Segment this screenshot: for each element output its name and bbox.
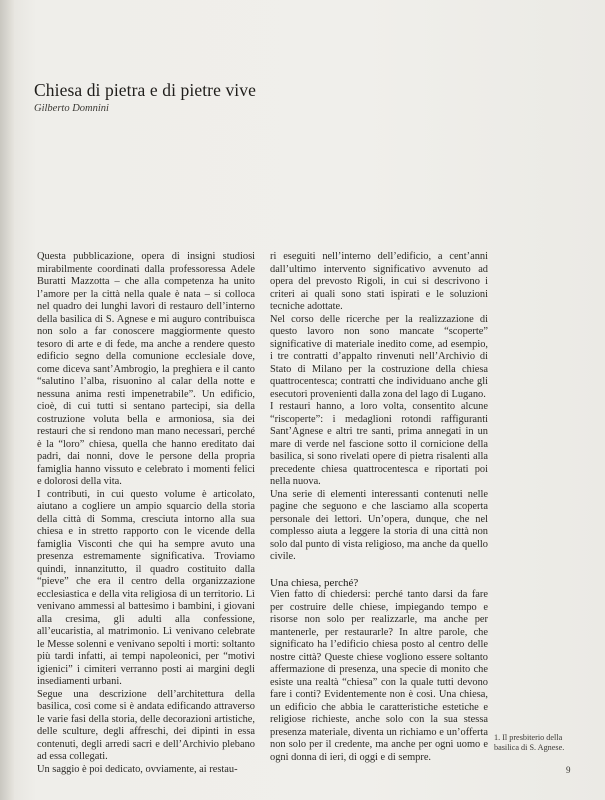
section-subheading: Una chiesa, perché? [270, 576, 359, 589]
paragraph: Un saggio è poi dedicato, ovviamente, ai restau- [37, 763, 238, 775]
figure-caption: 1. Il presbiterio della basilica di S. Agnese. [494, 733, 565, 752]
paragraph: ri eseguiti nell’interno dell’edificio, a cent’anni dall’ultimo intervento significativo avvenuto ad opera del prevosto Rigoli, in cui si descrivono i criteri ai quali sono stati ispirati e le soluzioni tecniche adottate. [270, 251, 488, 312]
paragraph: I restauri hanno, a loro volta, consentito alcune “riscoperte”: i medaglioni rotondi raffiguranti Sant’Agnese e altri tre santi, prima annegati in un mare di verde nel fascione sotto il cornicione della basilica, si sono rivelati opere di pietra risalenti alla precedente chiesa quattrocentesca e riportati poi nella nuova. [270, 401, 488, 487]
text-column-right [270, 251, 488, 764]
page-gutter [0, 0, 14, 800]
text-column-left [37, 251, 255, 776]
paragraph: Questa pubblicazione, opera di insigni studiosi mirabilmente coordinati dalla professoressa Adele Buratti Mazzotta – che alla competenza ha unito l’amore per la città nella quale è nata – si colloca nel quadro dei lunghi lavori di restauro dell’interno della basilica di S. Agnese e mi auguro contribuisca non solo a far conoscere maggiormente questo tesoro di arte e di fede, ma anche a rendere questo edificio segno della comunione ecclesiale dove, come diceva sant’Ambrogio, la preghiera e il canto “salutino l’alba, risuonino al calar della notte e nessuna anima resti impenetrabile”. Un edificio, cioè, di cui tutti si sentano partecipi, sia della costruzione voluta bella e armoniosa, sia dei restauri che si rendono man mano necessari, perché è la “loro” chiesa, quella che hanno ereditato dai padri, dai nonni, dove le persone della propria famiglia hanno vissuto e celebrato i momenti felici e dolorosi della vita. [37, 251, 255, 487]
page-number: 9 [566, 765, 571, 775]
paragraph: Segue una descrizione dell’architettura della basilica, così come si è andata edificando attraverso le varie fasi della storia, delle decorazioni artistiche, delle sculture, degli affreschi, dei dipinti in essa contenuti, degli arredi sacri e dell’Archivio plebano ad essa collegati. [37, 688, 255, 762]
paragraph: Una serie di elementi interessanti contenuti nelle pagine che seguono e che lasciamo alla scoperta personale dei lettori. Un’opera, dunque, che nel complesso aiuta a leggere la storia di una città non solo dal punto di vista religioso, ma anche da quello civile. [270, 488, 488, 562]
article-author: Gilberto Domnini [34, 103, 109, 114]
paragraph: Nel corso delle ricerche per la realizzazione di questo lavoro non sono mancate “scoperte” significative di materiale inedito come, ad esempio, i tre contratti d’appalto rinvenuti nell’Archivio di Stato di Milano per la costruzione della chiesa quattrocentesca; contratti che individuano anche gli esecutori provenienti dalla zona del lago di Lugano. [270, 313, 488, 400]
paragraph: Vien fatto di chiedersi: perché tanto darsi da fare per costruire delle chiese, impiegando tempo e risorse non solo per realizzarle, ma anche per mantenerle, per restaurarle? In altre parole, che significato ha l’edificio chiesa posto al centro delle nostre città? Queste chiese vogliono essere soltanto affermazione di presenza, una specie di monito che esiste una realtà “chiesa” con la quale tutti devono fare i conti? Evidentemente non è così. Una chiesa, un edificio che abbia le caratteristiche estetiche e religiose richieste, anche solo con la sua stessa presenza materiale, diventa un richiamo e un’offerta non solo per il credente, ma anche per ogni uomo e ogni donna di ieri, di oggi e di sempre. [270, 589, 488, 763]
article-title: Chiesa di pietra e di pietre vive [34, 80, 256, 100]
paragraph: I contributi, in cui questo volume è articolato, aiutano a cogliere un ampio squarcio della storia della città di Somma, cresciuta intorno alla sua chiesa e in stretto rapporto con le vicende della famiglia Visconti che qui ha sempre avuto una presenza estremamente significativa. Troviamo quindi, innanzitutto, il quadro costituito dalla “pieve” che era il centro della organizzazione ecclesiastica e della vita religiosa di un territorio. Lì venivano ammessi al battesimo i bambini, i giovani alla cresima, gli adulti alla confessione, all’eucaristia, al matrimonio. Lì venivano celebrate le Messe solenni e venivano sepolti i morti: soltanto più tardi infatti, ai tempi napoleonici, per “motivi igienici” i cimiteri verranno posti ai margini degli insediamenti urbani. [37, 488, 255, 687]
